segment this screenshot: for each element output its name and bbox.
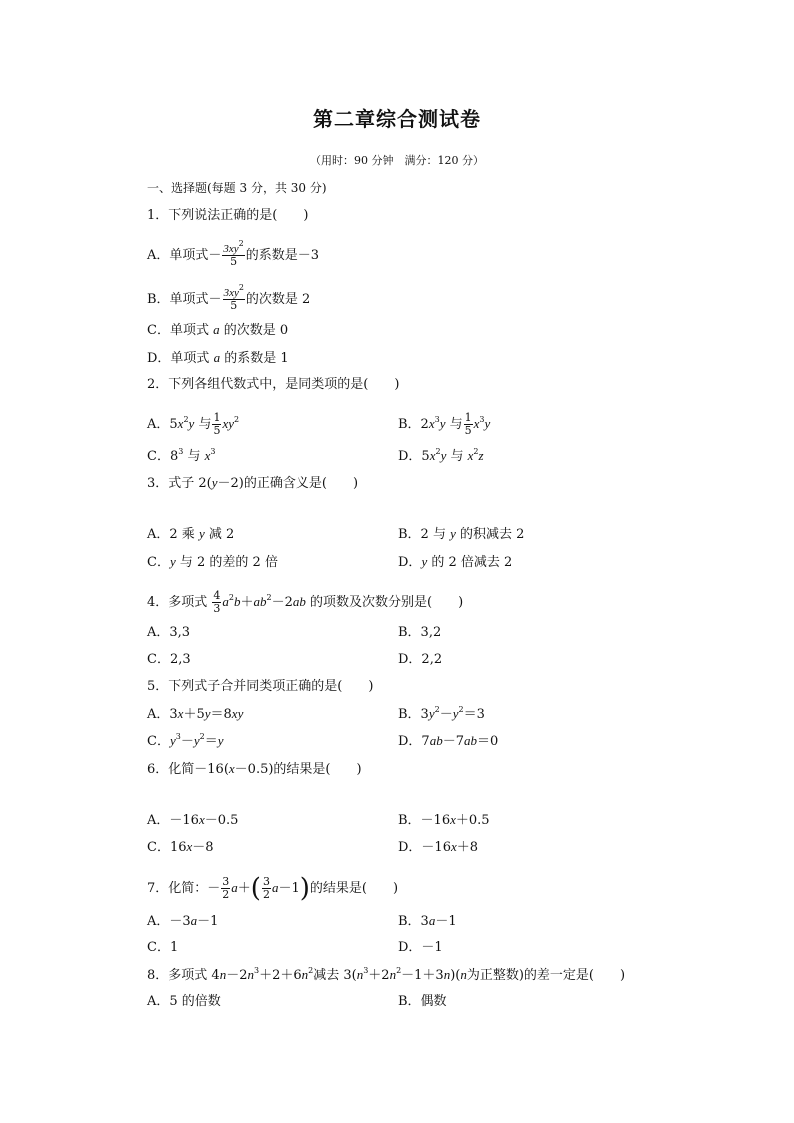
fraction: $\frac{1}{5}$ <box>213 411 221 437</box>
question-8-stem: 8．多项式 $4n-2n^3+2+6n^2$减去 $3(n^3+2n^2-1+3n)(n$为正整数)的差一定是( ) <box>147 966 626 983</box>
question-5-stem: 5．下列式子合并同类项正确的是( ) <box>147 679 374 694</box>
question-2-option-a: A．$5x^2y$ 与 $\frac{1}{5}$ $xy^2$ <box>147 411 240 437</box>
question-1-stem: 1．下列说法正确的是( ) <box>147 208 309 223</box>
exam-info: （用时：90 分钟 满分：120 分） <box>310 154 484 167</box>
question-4-option-c: C．2,3 <box>147 652 191 667</box>
question-3-option-d: D．y 的 2 倍减去 2 <box>398 554 513 570</box>
question-1-option-c: C．单项式 a 的次数是 0 <box>147 322 289 338</box>
page-title: 第二章综合测试卷 <box>313 107 481 131</box>
fraction: $\frac{4}{3}$ <box>213 589 221 615</box>
question-4-stem: 4．多项式 $\frac{4}{3}$ $a^2b+ab^2-2ab$ 的项数及次数分别是( ) <box>147 589 464 615</box>
question-4-option-d: D．2,2 <box>398 652 443 667</box>
question-6-option-d: D．－16x＋8 <box>398 839 479 855</box>
question-2-stem: 2．下列各组代数式中，是同类项的是( ) <box>147 377 400 392</box>
fraction: $\frac{3}{2}$ <box>262 875 270 901</box>
question-1-option-d: D．单项式 a 的系数是 1 <box>147 350 289 366</box>
fraction: $\frac{3xy^2}{5}$ <box>223 283 244 312</box>
question-4-option-a: A．3,3 <box>147 625 191 640</box>
question-5-option-c: C．$y^3-y^2=y$ <box>147 732 224 749</box>
question-2-option-d: D．$5x^2y$ 与 $x^2z$ <box>398 447 484 464</box>
fraction: $\frac{3}{2}$ <box>222 875 230 901</box>
question-4-option-b: B．3,2 <box>398 625 442 640</box>
question-2-option-b: B．$2x^3y$ 与 $\frac{1}{5}$ $x^3y$ <box>398 411 491 437</box>
question-5-option-a: A．3x＋5y＝8xy <box>147 706 244 722</box>
question-5-option-b: B．$3y^2-y^2=3$ <box>398 705 485 722</box>
question-7-option-a: A．－3a－1 <box>147 913 219 929</box>
question-1-option-a: A．单项式－ $\frac{3xy^2}{5}$ 的系数是－3 <box>147 239 320 268</box>
question-7-option-d: D．－1 <box>398 940 443 955</box>
question-5-option-d: D．7ab－7ab＝0 <box>398 733 499 749</box>
question-6-option-b: B．－16x＋0.5 <box>398 812 490 828</box>
fraction: $\frac{3xy^2}{5}$ <box>223 239 244 268</box>
fraction: $\frac{1}{5}$ <box>464 411 472 437</box>
question-8-option-a: A．5 的倍数 <box>147 994 221 1009</box>
question-7-option-c: C．1 <box>147 940 179 955</box>
question-3-stem: 3．式子 2(y－2)的正确含义是( ) <box>147 475 359 491</box>
question-3-option-b: B．2 与 y 的积减去 2 <box>398 526 525 542</box>
question-2-option-c: C．$8^3$ 与 $x^3$ <box>147 447 216 464</box>
question-1-option-b: B．单项式－ $\frac{3xy^2}{5}$ 的次数是 2 <box>147 283 311 312</box>
question-6-stem: 6．化简－16(x－0.5)的结果是( ) <box>147 761 362 777</box>
question-6-option-c: C．16x－8 <box>147 839 214 855</box>
question-7-option-b: B．3a－1 <box>398 913 457 929</box>
section-heading: 一、选择题(每题 3 分，共 30 分) <box>147 181 327 195</box>
question-3-option-a: A．2 乘 y 减 2 <box>147 526 235 542</box>
question-3-option-c: C．y 与 2 的差的 2 倍 <box>147 554 278 570</box>
question-8-option-b: B．偶数 <box>398 994 447 1009</box>
question-7-stem: 7．化简：－ $\frac{3}{2}$ a＋( $\frac{3}{2}$ a－1)的结果是( ) <box>147 873 399 904</box>
question-6-option-a: A．－16x－0.5 <box>147 812 239 828</box>
